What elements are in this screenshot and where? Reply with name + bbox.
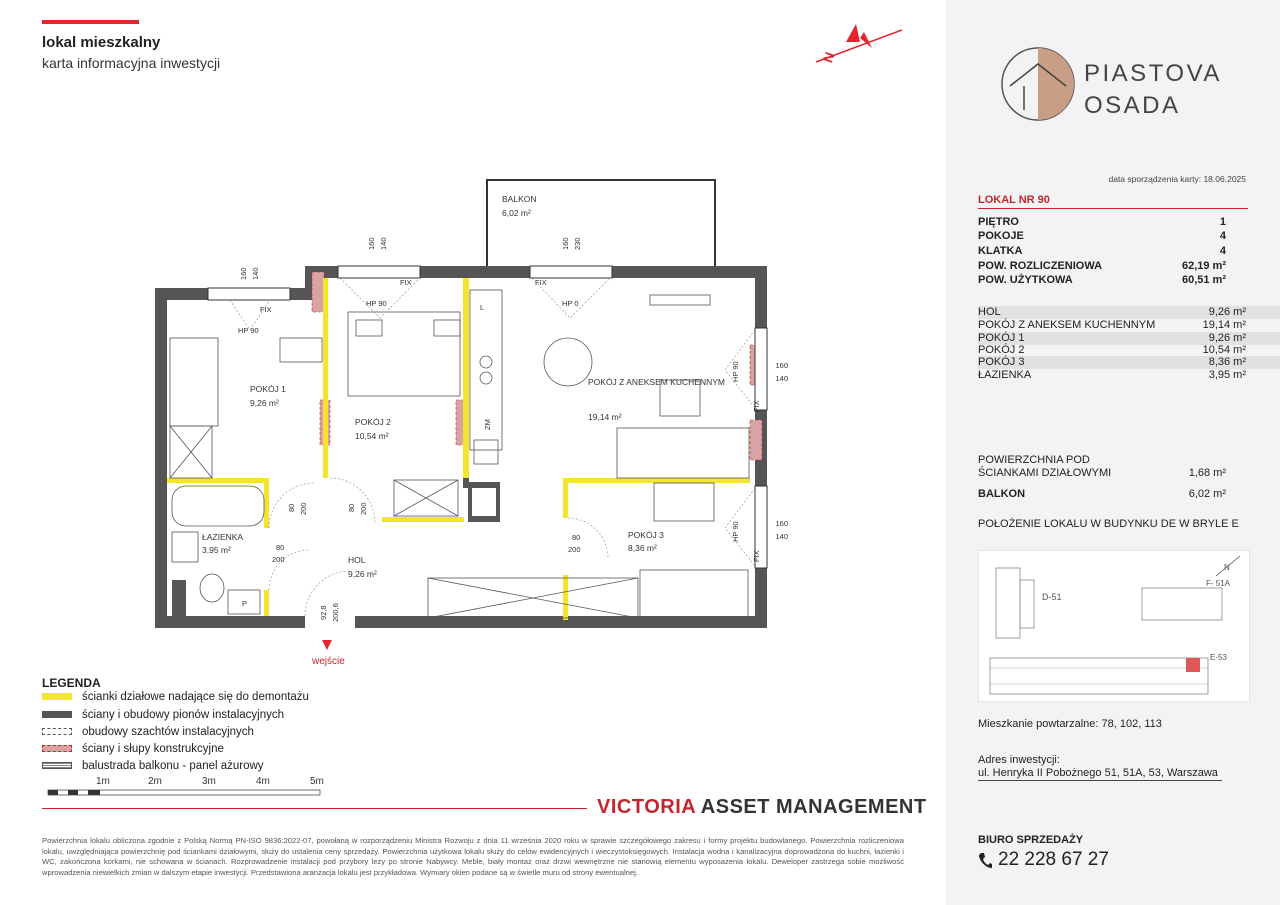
- key-row: POW. UŻYTKOWA 60,51 m²: [978, 274, 1226, 286]
- svg-text:80: 80: [276, 543, 285, 552]
- entrance-arrow-icon: [322, 640, 332, 650]
- svg-text:FIX: FIX: [400, 278, 412, 287]
- room3-area: 8,36 m²: [628, 543, 657, 553]
- legend-swatch: [42, 745, 72, 752]
- svg-text:160: 160: [239, 267, 248, 280]
- legend-item: balustrada balkonu - panel ażurowy: [42, 760, 264, 772]
- company-name: VICTORIA ASSET MANAGEMENT: [597, 796, 927, 818]
- svg-text:1m: 1m: [96, 776, 110, 787]
- sales-phone[interactable]: 22 228 67 27: [998, 849, 1109, 870]
- bathroom-area: 3,95 m²: [202, 545, 231, 555]
- legend-item: ściany i słupy konstrukcyjne: [42, 743, 224, 755]
- legend-swatch: [42, 728, 72, 735]
- bathroom-label: ŁAZIENKA: [202, 532, 244, 542]
- address-underline: [978, 780, 1222, 781]
- svg-text:HP 90: HP 90: [366, 299, 387, 308]
- legend-swatch: [42, 762, 72, 769]
- building-location-map: [978, 550, 1250, 702]
- location-title: POŁOŻENIE LOKALU W BUDYNKU DE W BRYLE E: [978, 518, 1239, 530]
- svg-text:HP 90: HP 90: [238, 326, 259, 335]
- interior-walls: [172, 278, 500, 616]
- svg-text:230: 230: [573, 237, 582, 250]
- hall-label: HOL: [348, 555, 366, 565]
- svg-text:80: 80: [572, 533, 581, 542]
- svg-text:L: L: [480, 303, 485, 312]
- room1-area: 9,26 m²: [250, 398, 279, 408]
- card-date: data sporządzenia karty: 18.06.2025: [1108, 174, 1246, 184]
- svg-text:160: 160: [775, 519, 788, 528]
- scale-bar: [46, 776, 326, 798]
- north-arrow-icon: [812, 18, 907, 66]
- balcony-area: 6,02 m²: [502, 208, 531, 218]
- svg-text:140: 140: [379, 237, 388, 250]
- key-row: KLATKA 4: [978, 245, 1226, 257]
- room3-label: POKÓJ 3: [628, 530, 664, 540]
- key-row: POW. ROZLICZENIOWA 62,19 m²: [978, 260, 1226, 272]
- area-row: POKÓJ Z ANEKSEM KUCHENNYM 19,14 m²: [978, 319, 1246, 331]
- key-row: POKOJE 4: [978, 230, 1226, 242]
- living-label: POKÓJ Z ANEKSEM KUCHENNYM: [588, 377, 725, 387]
- address: ul. Henryka II Pobożnego 51, 51A, 53, Warszawa: [978, 767, 1218, 779]
- svg-text:FIX: FIX: [260, 305, 272, 314]
- floor-plan: [150, 150, 790, 670]
- svg-text:160: 160: [561, 237, 570, 250]
- svg-text:FIX: FIX: [535, 278, 547, 287]
- svg-text:160: 160: [775, 361, 788, 370]
- brand-logo-icon: [1000, 46, 1078, 124]
- legend-item: ścianki działowe nadające się do demontażu: [42, 691, 309, 703]
- svg-text:140: 140: [251, 267, 260, 280]
- svg-text:140: 140: [775, 532, 788, 541]
- hall-area: 9,26 m²: [348, 569, 377, 579]
- room1-label: POKÓJ 1: [250, 384, 286, 394]
- svg-text:HP 0: HP 0: [562, 299, 579, 308]
- legend-title: LEGENDA: [42, 676, 101, 690]
- legend-swatch: [42, 711, 72, 718]
- unit-number: LOKAL NR 90: [978, 194, 1050, 206]
- disclaimer-text: Powierzchnia lokalu obliczona zgodnie z Polską Normą PN-ISO 9836:2022-07, powołaną w rozporządzeniu Ministra Rozwoju z dnia 11 września 2020 roku w sprawie szczegółowego zakresu i formy projektu budowlanego. Powierzchnia rozliczeniowa lokalu, uwzględniająca powierzchnię pod ściankami działowymi, służy do ustalenia ceny sprzedaży. Powierzchnia użytkowa lokalu służy do celów ewidencyjnych i wieczystoksięgowych. Instalacja wodna i kanalizacyjna doprowadzona do kuchni, łazienki i WC, zakończona korkami, nie schowana w ścianach. Rozprowadzenie instalacji pod przybory leży po stronie Nabywcy. Meble, biały montaż oraz drzwi wewnętrzne nie stanowią elementu wyposażenia lokalu. Deweloper zastrzega sobie możliwość wprowadzenia niewielkich zmian w dalszym etapie inwestycji. Przedstawiona aranżacja lokalu jest przykładowa. Wymiary okien podane są w świetle muru od strony ewentualnej.: [42, 836, 904, 877]
- entrance-label: wejście: [312, 656, 345, 667]
- furniture: [170, 290, 749, 618]
- svg-text:HP 90: HP 90: [731, 361, 740, 382]
- svg-text:ZM: ZM: [483, 419, 492, 430]
- unit-divider: [978, 208, 1248, 209]
- svg-text:P: P: [242, 599, 248, 608]
- svg-text:140: 140: [775, 374, 788, 383]
- legend-item: obudowy szachtów instalacyjnych: [42, 726, 254, 738]
- address-label: Adres inwestycji:: [978, 754, 1060, 766]
- footer-divider: [42, 808, 587, 809]
- svg-text:160: 160: [367, 237, 376, 250]
- key-row: PIĘTRO 1: [978, 216, 1226, 228]
- svg-text:80: 80: [347, 503, 356, 512]
- svg-text:200: 200: [359, 502, 368, 515]
- legend-swatch: [42, 693, 72, 700]
- svg-text:200: 200: [272, 555, 285, 564]
- windows: [208, 266, 767, 568]
- unit-marker: [1186, 658, 1200, 672]
- area-row: ŁAZIENKA 3,95 m²: [978, 369, 1246, 381]
- page-title: lokal mieszkalny: [42, 34, 161, 51]
- legend-item: ściany i obudowy pionów instalacyjnych: [42, 709, 284, 721]
- sales-office-label: BIURO SPRZEDAŻY: [978, 834, 1084, 846]
- north-label: N: [819, 49, 838, 65]
- partition-label: POWIERZCHNIA POD: [978, 454, 1090, 466]
- svg-text:FIX: FIX: [752, 550, 761, 562]
- svg-text:3m: 3m: [202, 776, 216, 787]
- page-subtitle: karta informacyjna inwestycji: [42, 55, 221, 71]
- svg-text:HP 90: HP 90: [731, 521, 740, 542]
- svg-text:80: 80: [287, 503, 296, 512]
- balcony-label: BALKON: [502, 194, 537, 204]
- area-row: POKÓJ 3 8,36 m²: [978, 356, 1280, 369]
- outer-walls: [155, 266, 767, 628]
- svg-text:FIX: FIX: [752, 400, 761, 412]
- svg-text:D-51: D-51: [1042, 592, 1062, 602]
- brand-name-line2: OSADA: [1084, 92, 1181, 119]
- svg-text:4m: 4m: [256, 776, 270, 787]
- area-row: POKÓJ 1 9,26 m²: [978, 332, 1280, 345]
- area-row: POKÓJ 2 10,54 m²: [978, 344, 1246, 356]
- room2-area: 10,54 m²: [355, 431, 389, 441]
- header-accent-bar: [42, 20, 139, 24]
- repeat-units: Mieszkanie powtarzalne: 78, 102, 113: [978, 718, 1162, 730]
- svg-text:5m: 5m: [310, 776, 324, 787]
- partition-row: ŚCIANKAMI DZIAŁOWYMI 1,68 m²: [978, 467, 1226, 479]
- balcony-row: BALKON 6,02 m²: [978, 488, 1226, 500]
- brand-name-line1: PIASTOVA: [1084, 60, 1222, 87]
- phone-icon: [978, 852, 992, 870]
- svg-text:200,6: 200,6: [331, 603, 340, 622]
- svg-text:200: 200: [568, 545, 581, 554]
- svg-text:E-53: E-53: [1210, 653, 1227, 662]
- area-row: HOL 9,26 m²: [978, 306, 1280, 319]
- svg-text:2m: 2m: [148, 776, 162, 787]
- room2-label: POKÓJ 2: [355, 417, 391, 427]
- svg-text:92,8: 92,8: [319, 605, 328, 620]
- svg-text:N: N: [1224, 563, 1230, 572]
- svg-text:200: 200: [299, 502, 308, 515]
- living-area: 19,14 m²: [588, 412, 622, 422]
- svg-text:F- 51A: F- 51A: [1206, 579, 1231, 588]
- door-swings: [230, 278, 755, 616]
